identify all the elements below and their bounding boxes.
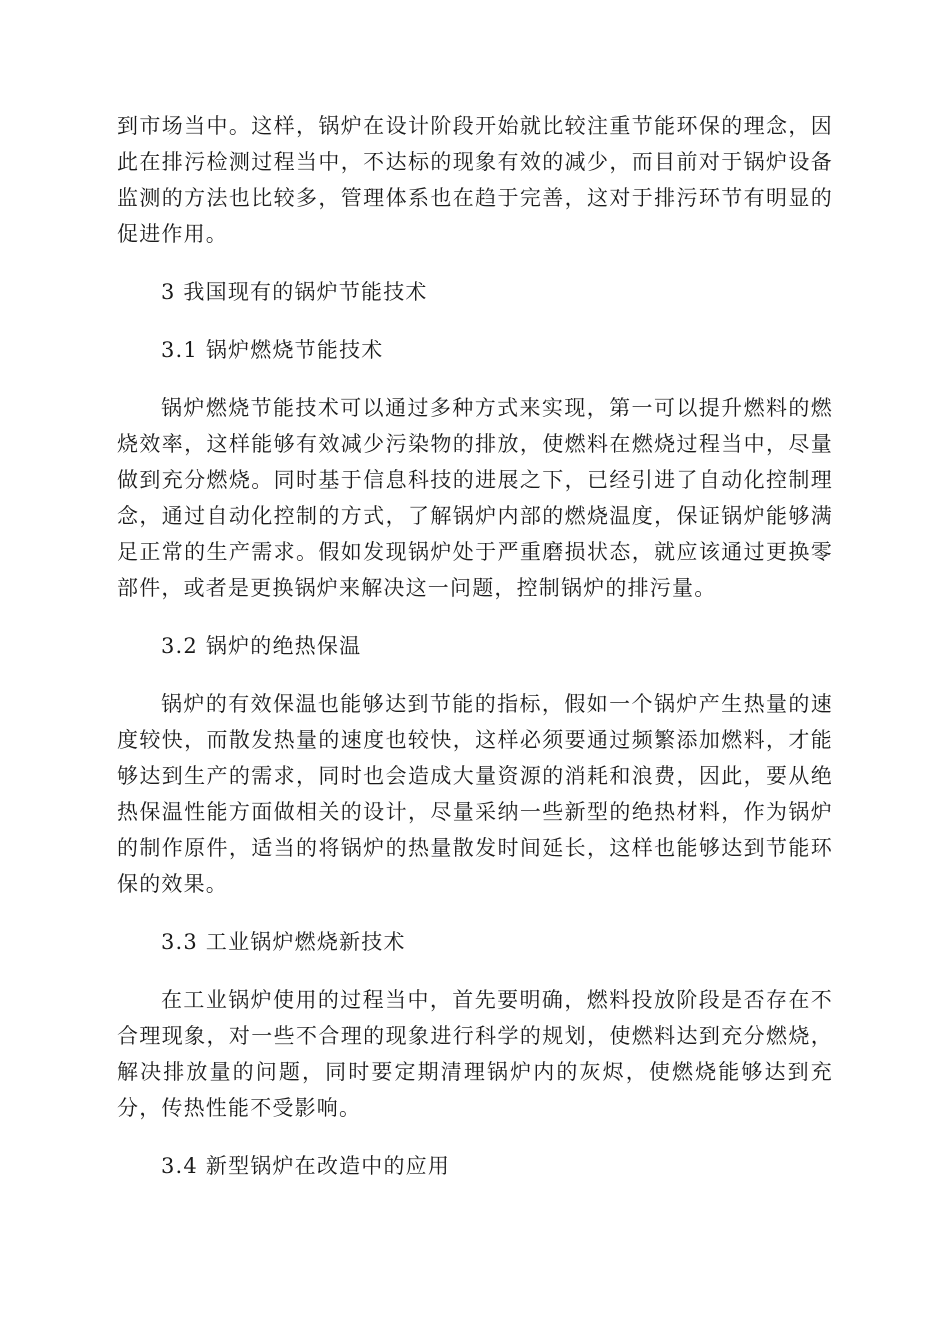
paragraph-intro: 到市场当中。这样，锅炉在设计阶段开始就比较注重节能环保的理念，因此在排污检测过程当中，不达标的现象有效的减少，而目前对于锅炉设备监测的方法也比较多，管理体系也在趋于完善，这对于排污环节有明显的促进作用。 [117,114,833,246]
paragraph-3-2: 锅炉的有效保温也能够达到节能的指标，假如一个锅炉产生热量的速度较快，而散发热量的速度也较快，这样必须要通过频繁添加燃料，才能够达到生产的需求，同时也会造成大量资源的消耗和浪费，因此，要从绝热保温性能方面做相关的设计，尽量采纳一些新型的绝热材料，作为锅炉的制作原件，适当的将锅炉的热量散发时间延长，这样也能够达到节能环保的效果。 [117,692,833,896]
section-heading-3-4: 3.4 新型锅炉在改造中的应用 [161,1154,451,1178]
section-heading-3-1: 3.1 锅炉燃烧节能技术 [161,338,384,362]
section-heading-3-3: 3.3 工业锅炉燃烧新技术 [161,930,406,954]
paragraph-3-3: 在工业锅炉使用的过程当中，首先要明确，燃料投放阶段是否存在不合理现象，对一些不合理的现象进行科学的规划，使燃料达到充分燃烧，解决排放量的问题，同时要定期清理锅炉内的灰烬，使燃烧能够达到充分，传热性能不受影响。 [117,988,833,1120]
document-page [117,108,833,1206]
paragraph-3-1: 锅炉燃烧节能技术可以通过多种方式来实现，第一可以提升燃料的燃烧效率，这样能够有效减少污染物的排放，使燃料在燃烧过程当中，尽量做到充分燃烧。同时基于信息科技的进展之下，已经引进了自动化控制理念，通过自动化控制的方式，了解锅炉内部的燃烧温度，保证锅炉能够满足正常的生产需求。假如发现锅炉处于严重磨损状态，就应该通过更换零部件，或者是更换锅炉来解决这一问题，控制锅炉的排污量。 [117,396,833,600]
section-heading-3-2: 3.2 锅炉的绝热保温 [161,634,362,658]
section-heading-3: 3 我国现有的锅炉节能技术 [161,280,428,304]
